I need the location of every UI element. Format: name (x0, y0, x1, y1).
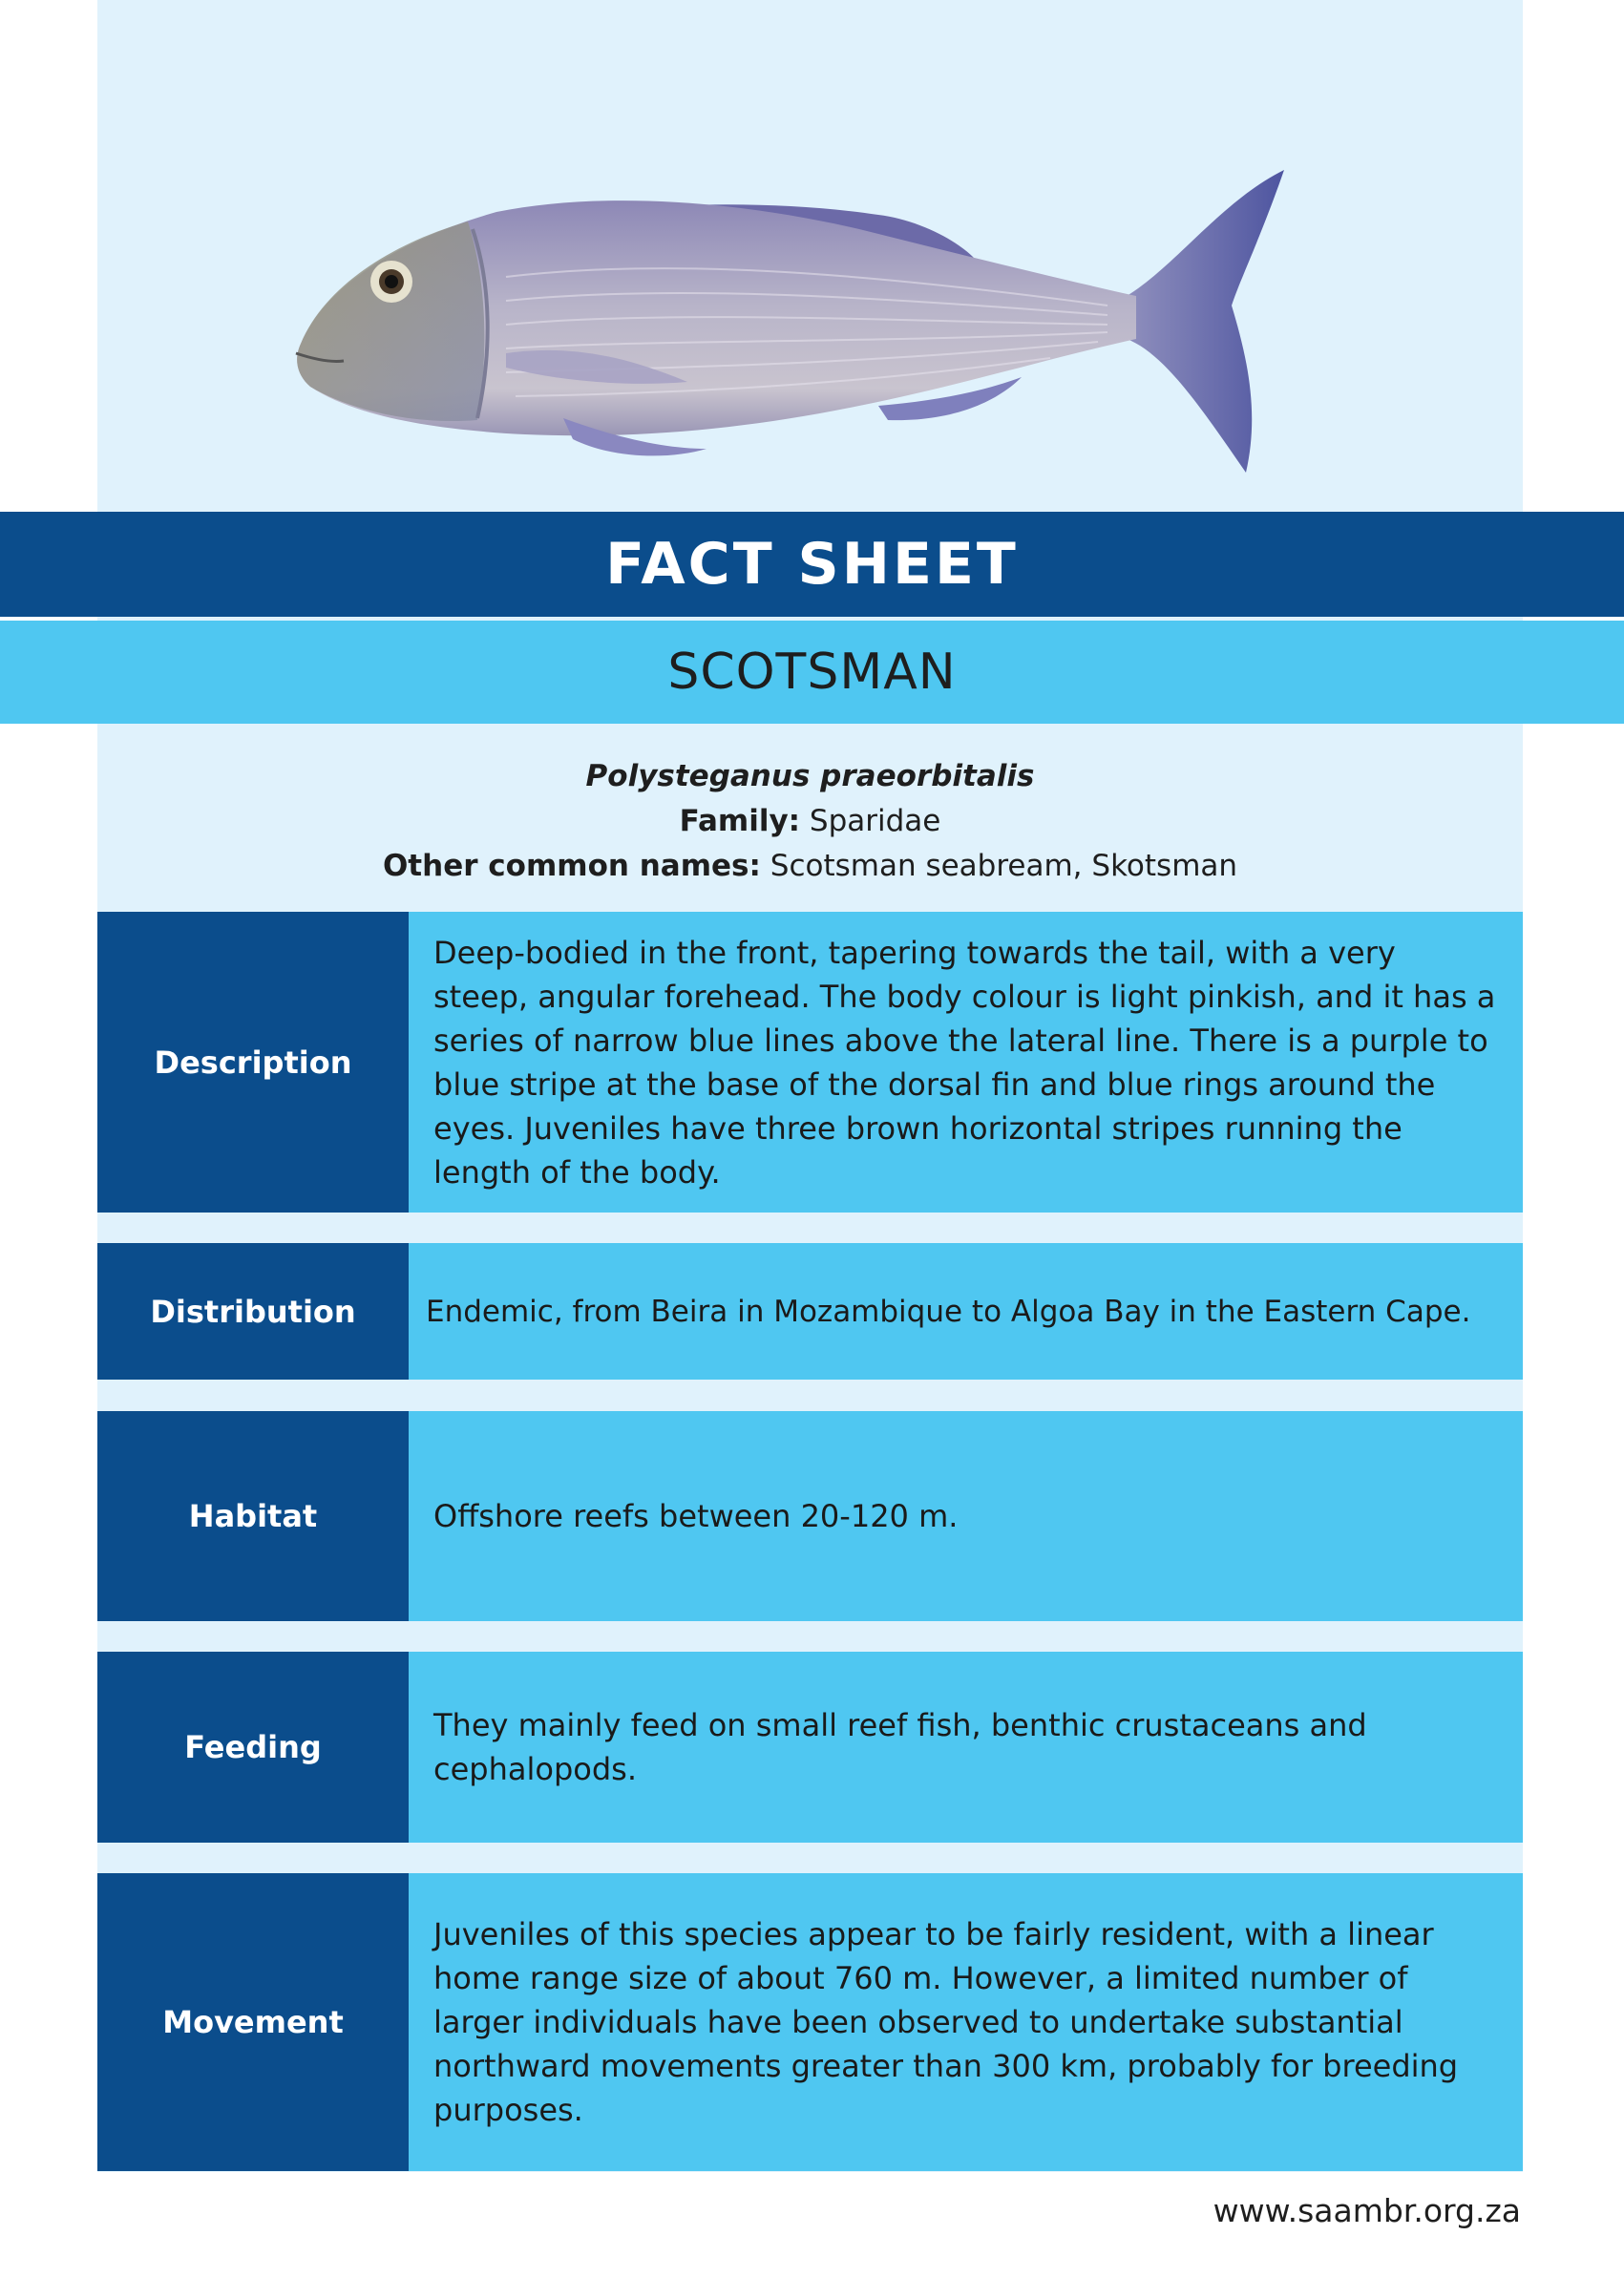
other-names-value: Scotsman seabream, Skotsman (770, 849, 1238, 883)
distribution-row (97, 1243, 1523, 1380)
movement-text: Juveniles of this species appear to be fairly resident, with a linear home range size of about 760 m. However, a limited number of larger individuals have been observed to undertake substantial northward movements greater than 300 km, probably for breeding purposes. (409, 1873, 1523, 2171)
family-label: Family: (679, 804, 801, 838)
description-text: Deep-bodied in the front, tapering towards the tail, with a very steep, angular forehead. The body colour is light pinkish, and it has a series of narrow blue lines above the lateral line. There is a purple to blue stripe at the base of the dorsal fin and blue rings around the eyes. Juveniles have three brown horizontal stripes running the length of the body. (409, 912, 1523, 1213)
feeding-row (97, 1652, 1523, 1843)
distribution-text: Endemic, from Beira in Mozambique to Algoa Bay in the Eastern Cape. (409, 1243, 1523, 1380)
description-row (97, 912, 1523, 1213)
species-meta (97, 754, 1523, 889)
other-names-label: Other common names: (382, 849, 761, 883)
feeding-label: Feeding (97, 1652, 409, 1843)
scotsman-fish-image (286, 162, 1289, 477)
family-value: Sparidae (809, 804, 941, 838)
fact-sheet-title: FACT SHEET (0, 512, 1624, 617)
movement-label: Movement (97, 1873, 409, 2171)
description-label: Description (97, 912, 409, 1213)
species-common-name: SCOTSMAN (0, 621, 1624, 724)
movement-row (97, 1873, 1523, 2171)
feeding-text: They mainly feed on small reef fish, benthic crustaceans and cephalopods. (409, 1652, 1523, 1843)
scientific-name: Polysteganus praeorbitalis (585, 759, 1035, 793)
habitat-row (97, 1411, 1523, 1621)
website-link[interactable]: www.saambr.org.za (1213, 2192, 1521, 2229)
habitat-text: Offshore reefs between 20-120 m. (409, 1411, 1523, 1621)
distribution-label: Distribution (97, 1243, 409, 1380)
habitat-label: Habitat (97, 1411, 409, 1621)
